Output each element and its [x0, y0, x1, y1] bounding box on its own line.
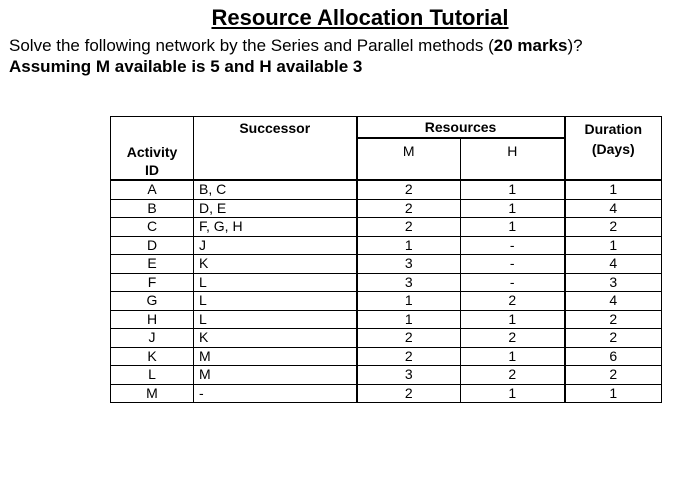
cell-m: 2 — [357, 384, 461, 403]
cell-m: 1 — [357, 310, 461, 329]
cell-activity: E — [111, 255, 194, 274]
cell-duration: 4 — [565, 199, 662, 218]
cell-duration: 6 — [565, 347, 662, 366]
cell-duration: 2 — [565, 366, 662, 385]
cell-activity: F — [111, 273, 194, 292]
cell-successor: M — [194, 366, 357, 385]
cell-successor: K — [194, 255, 357, 274]
cell-successor: L — [194, 310, 357, 329]
cell-successor: D, E — [194, 199, 357, 218]
header-successor: Successor — [194, 117, 357, 181]
cell-h: - — [461, 255, 565, 274]
cell-activity: C — [111, 218, 194, 237]
cell-activity: L — [111, 366, 194, 385]
cell-h: 1 — [461, 199, 565, 218]
cell-successor: L — [194, 273, 357, 292]
cell-m: 3 — [357, 366, 461, 385]
cell-m: 2 — [357, 329, 461, 348]
instruction-line — [9, 36, 583, 56]
table-row — [111, 310, 662, 329]
cell-successor: L — [194, 292, 357, 311]
table-row — [111, 180, 662, 199]
cell-activity: B — [111, 199, 194, 218]
table-row — [111, 273, 662, 292]
cell-m: 1 — [357, 292, 461, 311]
header-resources: Resources — [357, 117, 565, 139]
cell-duration: 4 — [565, 255, 662, 274]
cell-activity: H — [111, 310, 194, 329]
cell-duration: 2 — [565, 218, 662, 237]
cell-duration: 1 — [565, 180, 662, 199]
cell-m: 3 — [357, 255, 461, 274]
cell-m: 2 — [357, 218, 461, 237]
table-row — [111, 384, 662, 403]
instruction-suffix: )? — [567, 36, 583, 55]
table-row — [111, 199, 662, 218]
header-activity-label: Activity ID — [126, 144, 178, 178]
instruction-marks: 20 marks — [493, 36, 568, 55]
cell-successor: J — [194, 236, 357, 255]
cell-successor: B, C — [194, 180, 357, 199]
cell-duration: 2 — [565, 310, 662, 329]
cell-h: 2 — [461, 292, 565, 311]
cell-successor: F, G, H — [194, 218, 357, 237]
cell-m: 1 — [357, 236, 461, 255]
header-m: M — [357, 138, 461, 180]
table-row — [111, 292, 662, 311]
cell-duration: 3 — [565, 273, 662, 292]
cell-activity: J — [111, 329, 194, 348]
table-row — [111, 347, 662, 366]
cell-m: 3 — [357, 273, 461, 292]
cell-m: 2 — [357, 180, 461, 199]
table-row — [111, 255, 662, 274]
cell-h: 1 — [461, 310, 565, 329]
cell-m: 2 — [357, 199, 461, 218]
cell-duration: 1 — [565, 236, 662, 255]
cell-h: 1 — [461, 347, 565, 366]
cell-activity: D — [111, 236, 194, 255]
table-row — [111, 329, 662, 348]
assumption-line: Assuming M available is 5 and H available 3 — [9, 57, 363, 76]
cell-activity: K — [111, 347, 194, 366]
header-duration — [565, 117, 662, 181]
cell-h: 2 — [461, 366, 565, 385]
cell-activity: M — [111, 384, 194, 403]
cell-h: - — [461, 236, 565, 255]
cell-duration: 2 — [565, 329, 662, 348]
table-row — [111, 218, 662, 237]
cell-h: - — [461, 273, 565, 292]
cell-h: 1 — [461, 384, 565, 403]
table-row — [111, 366, 662, 385]
header-h: H — [461, 138, 565, 180]
cell-successor: - — [194, 384, 357, 403]
cell-h: 2 — [461, 329, 565, 348]
instruction-prefix: Solve the following network by the Series and Parallel methods ( — [9, 36, 494, 55]
cell-m: 2 — [357, 347, 461, 366]
page-title: Resource Allocation Tutorial — [211, 5, 509, 30]
cell-h: 1 — [461, 180, 565, 199]
header-duration-label: Duration (Days) — [584, 121, 643, 157]
cell-successor: K — [194, 329, 357, 348]
cell-activity: G — [111, 292, 194, 311]
header-activity-id — [111, 117, 194, 181]
table-row — [111, 236, 662, 255]
cell-successor: M — [194, 347, 357, 366]
cell-h: 1 — [461, 218, 565, 237]
cell-duration: 4 — [565, 292, 662, 311]
cell-activity: A — [111, 180, 194, 199]
activity-table — [110, 116, 662, 403]
cell-duration: 1 — [565, 384, 662, 403]
